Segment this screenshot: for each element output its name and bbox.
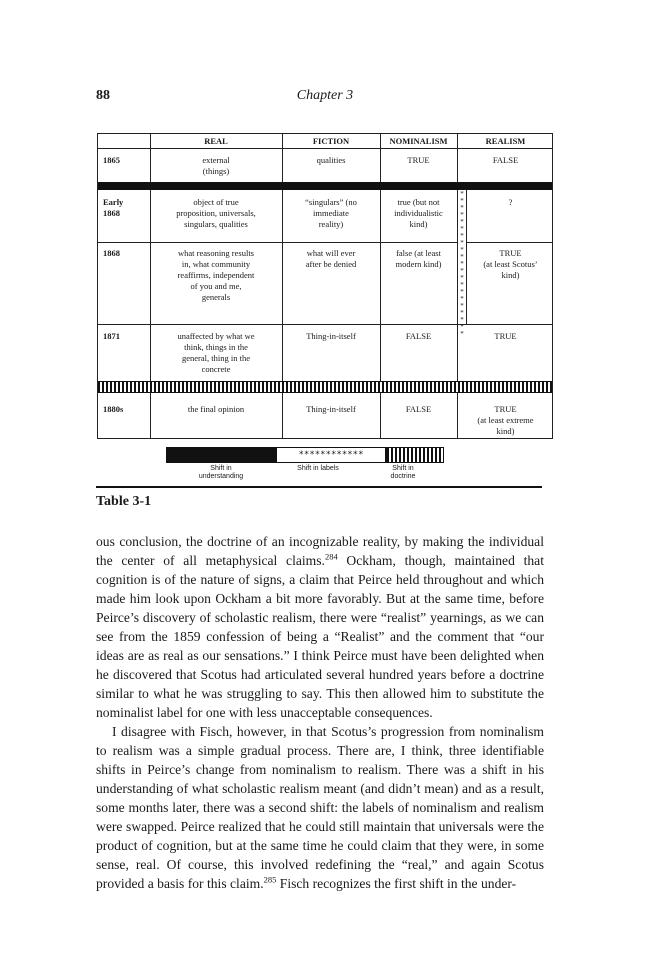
legend-label-understanding: Shift in understanding bbox=[198, 465, 244, 480]
nominalism-cell: FALSE bbox=[405, 331, 432, 341]
year-cell: Early 1868 bbox=[103, 197, 124, 218]
caption-rule bbox=[96, 486, 542, 488]
paragraph: ous conclusion, the doctrine of an incognizable reality, by making the individual the center of all metaphysical claims.$^{284}$ Ockham, though, maintained that cognition is of the nature of signs, a claim that Peirce held throughout and which made him look upon Ockham a bit more favorably. But at the same time, before Peirce’s discovery of scholastic realism, there were “realist” yearnings, as we can see from the 1859 confession of being a “Realist” and the comment that “our ideas are as real as our sensations.” I think Peirce must have been delighted when he discovered that Scotus had articulated several hundred years before a doctrine similar to what he was struggling to say. This then allowed him to substitute the nominalist label for one with less unacceptable consequences. bbox=[96, 534, 544, 720]
nominalism-cell: false (at least modern kind) bbox=[395, 248, 442, 269]
paragraph: I disagree with Fisch, however, in that Scotus’s progression from nominalism to realism was a simple gradual process. There are, I think, three identifiable shifts in Peirce’s change from nominalism to realism. There was a shift in his understanding of what scholastic realism meant (and didn’t mean) and as a result, some months later, there was a second shift: the labels of nominalism and realism were swapped. Peirce realized that he could still maintain that universals were the product of cognition, but at the same time he could claim that they were, in some sense, real. Of course, this involved redefining the “real,” and again Scotus provided a basis for this claim.$^{285}$ Fisch recognizes the first shift in the under- bbox=[96, 724, 544, 891]
row-divider bbox=[98, 148, 552, 149]
year-cell: 1865 bbox=[103, 155, 120, 165]
row-divider bbox=[98, 324, 552, 325]
year-cell: 1880s bbox=[103, 404, 124, 414]
legend-doctrine-swatch bbox=[386, 447, 444, 463]
footnote-ref[interactable]: 285 bbox=[263, 874, 277, 885]
fiction-cell: Thing-in-itself bbox=[306, 404, 356, 414]
table-caption: Table 3-1 bbox=[96, 494, 152, 509]
real-cell: external (things) bbox=[202, 155, 230, 176]
chronology-table bbox=[97, 133, 553, 439]
body-text bbox=[96, 532, 544, 893]
fiction-cell: “singulars” (no immediate reality) bbox=[305, 197, 357, 229]
real-cell: the final opinion bbox=[187, 404, 245, 414]
footnote-ref[interactable]: 284 bbox=[324, 551, 338, 562]
fiction-cell: qualities bbox=[316, 155, 346, 165]
shift-doctrine-band bbox=[98, 381, 552, 393]
row-divider bbox=[98, 242, 552, 243]
year-cell: 1868 bbox=[103, 248, 120, 258]
realism-cell: TRUE bbox=[494, 331, 517, 341]
real-cell: unaffected by what we think, things in the general, thing in the concrete bbox=[177, 331, 255, 374]
nominalism-cell: true (but not individualistic kind) bbox=[394, 197, 443, 229]
realism-cell: TRUE (at least extreme kind) bbox=[477, 404, 534, 436]
shift-labels-band: * * * * * * * * * * * * * * * * * * * * * bbox=[457, 190, 467, 324]
real-cell: object of true proposition, universals, singulars, qualities bbox=[176, 197, 256, 229]
realism-cell: FALSE bbox=[492, 155, 519, 165]
nominalism-cell: FALSE bbox=[405, 404, 432, 414]
realism-cell: ? bbox=[508, 197, 513, 207]
page-number: 88 bbox=[96, 88, 110, 103]
realism-cell: TRUE (at least Scotus’ kind) bbox=[483, 248, 538, 280]
legend-label-labels: Shift in labels bbox=[297, 465, 339, 472]
shift-understanding-band bbox=[98, 182, 552, 190]
running-head: Chapter 3 bbox=[296, 88, 354, 103]
fiction-cell: Thing-in-itself bbox=[306, 331, 356, 341]
year-cell: 1871 bbox=[103, 331, 120, 341]
fiction-cell: what will ever after be denied bbox=[305, 248, 357, 269]
nominalism-cell: TRUE bbox=[407, 155, 430, 165]
legend-labels-swatch: ************ bbox=[276, 447, 386, 463]
real-cell: what reasoning results in, what community reaffirms, independent of you and me, generals bbox=[177, 248, 255, 302]
legend-understanding-swatch bbox=[166, 447, 276, 463]
header-realism: REALISM bbox=[485, 136, 526, 146]
header-fiction: FICTION bbox=[312, 136, 350, 146]
legend-label-doctrine: Shift in doctrine bbox=[390, 465, 416, 480]
header-real: REAL bbox=[204, 136, 228, 146]
header-nominalism: NOMINALISM bbox=[389, 136, 448, 146]
